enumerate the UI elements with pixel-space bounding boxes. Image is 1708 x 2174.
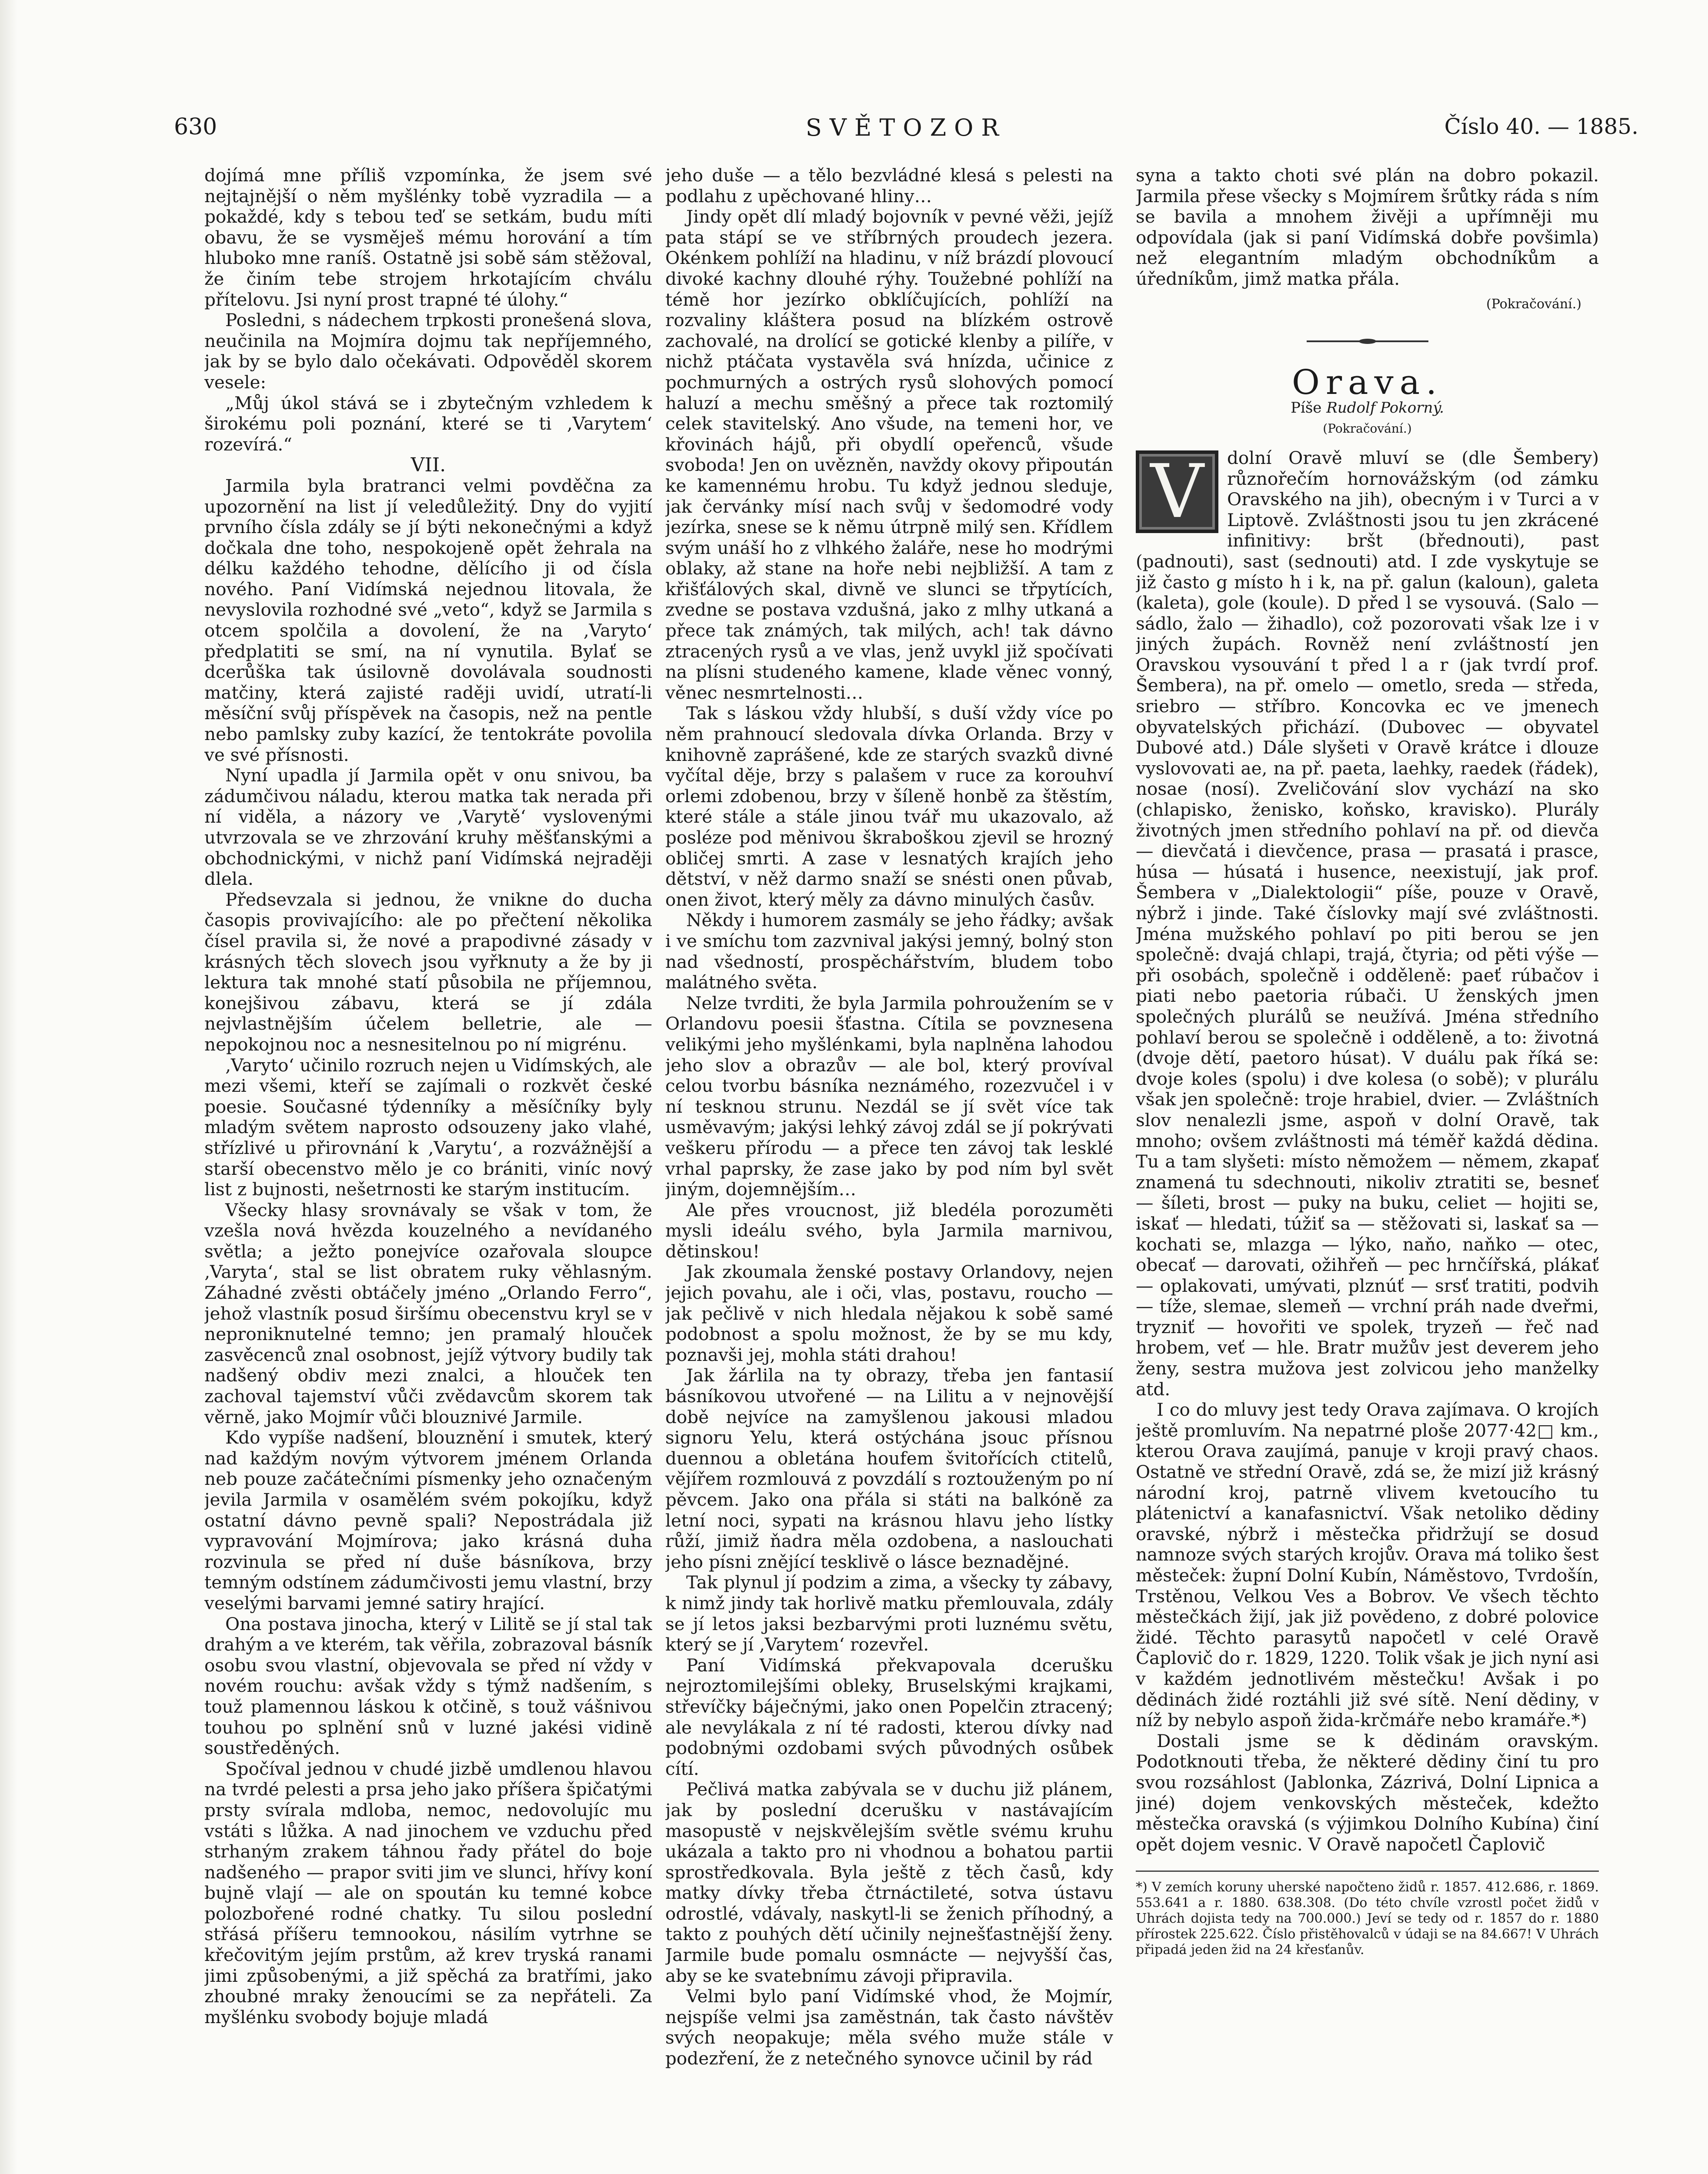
article-title: Orava. (1291, 363, 1443, 403)
paragraph: Velmi bylo paní Vidímské vhod, že Mojmír, nejspíše velmi jsa zaměstnán, tak často návštěv svých neopakuje; měla svého muže stále v podezření, že z netečného synovce učinil by rád (665, 1986, 1113, 2069)
paragraph: Jak žárlila na ty obrazy, třeba jen fantasií básníkovou utvořené — na Lilitu a v nejnovější době nejvíce na zamyšlenou jakousi mladou signoru Yelu, která ostýchána jsouc přísnou duennou a obletána houfem švitořících ctitelů, vějířem rozmlouvá z povzdálí s roztouženým po ní pěvcem. Jako ona přála si státi na balkóně za letní noci, sypati na krásnou hlavu jeho lístky růží, jimiž ňadra měla ozdobena, a naslouchati jeho písni znějící tesklivě o lásce beznadějné. (665, 1365, 1113, 1572)
footnote-text: *) V zemích koruny uherské napočteno židů r. 1857. 412.686, r. 1869. 553.641 a r. 1880. 638.308. (Do této chvíle vzrostl počet židů v Uhrách dojista tedy na 700.000.) Jeví se tedy od r. 1857 do r. 1880 přírostek 225.622. Číslo přistěhovalců v údaji se na 84.667! V Uhrách připadá jeden žid na 24 křesťanův. (1136, 1880, 1599, 1958)
byline-author: Rudolf Pokorný. (1326, 399, 1444, 417)
footnote (1136, 1871, 1599, 1958)
paragraph: Dostali jsme se k dědinám oravským. Podotknouti třeba, že některé dědiny činí tu pro svou rozsáhlost (Jablonka, Zázrivá, Dolní Lipnica a jiné) dojem venkovských městeček, kdežto městečka oravská (s výjimkou Dolního Kubína) činí opět dojem vesnic. V Oravě napočetl Čaplovič (1136, 1730, 1599, 1855)
paragraph: Paní Vidímská překvapovala dcerušku nejroztomilejšími obleky, Bruselskými krajkami, střevíčky báječnými, jako onen Popelčin ztracený; ale nevylákala z ní té radosti, kterou dívky nad podobnými ozdobami svých původných osůbek cítí. (665, 1654, 1113, 1779)
paragraph: Nelze tvrditi, že byla Jarmila pohroužením se v Orlandovu poesii šťastna. Cítila se povznesena velikými jeho myšlénkami, byla naplněna lahodou jeho slov a obrazův — ale bol, který províval celou tvorbu básníka neznámého, rozezvučel i v ní tesknou strunu. Nezdál se jí svět více tak usměvavým; jakýsi lehký závoj zdál se jí pokrývati veškeru přírodu — a přece ten závoj tak lesklé vrhal paprsky, že zase jako by pod ním byl svět jiným, dojemnějším… (665, 992, 1113, 1200)
paragraph: dolní Oravě mluví se (dle Šembery) různořečím hornovážským (od zámku Oravského na jih), obecným i v Turci a v Liptově. Zvláštnosti jsou tu jen zkrácené infinitivy: bršt (břednouti), past (padnouti), sast (sednouti) atd. I zde vyskytuje se již často g místo h i k, na př. galun (kaloun), galeta (kaleta), gole (koule). D před l se vysouvá. (Salo — sádlo, žalo — žihadlo), což pozorovati však lze i v jiných župách. Rovněž není zvláštností jen Oravskou vysouvání t před l a r (jak tvrdí prof. Šembera), na př. omelo — ometlo, sreda — středa, sriebro — stříbro. Koncovka ec ve jmenech obyvatelských přichází. (Dubovec — obyvatel Dubové atd.) Dále slyšeti v Oravě krátce i dlouze vyslovovati ae, na př. paeta, laehky, raedek (řádek), nosae (nosí). Zveličování slov vychází na sko (chlapisko, ženisko, koňsko, kravisko). Plurály životných jmen středního pohlaví na př. od dievča — dievčatá i dievčence, prasa — prasatá i prasce, húsa — húsatá i husence, neexistují, jak prof. Šembera v „Dialektologii“ píše, pouze v Oravě, nýbrž i jinde. Také číslovky mají své zvláštnosti. Jména mužského pohlaví po piti berou se jen společně: dvajá chlapi, trajá, čtyria; od pěti výše — při osobách, společně i odděleně: paeť rúbačov i piati nebo paetoria rúbači. U ženských jmen společných plurálů se neužívá. Jména středního pohlaví berou se společně i odděleně, a to: životná (dvoje dětí, paetoro húsat). V duálu pak říká se: dvoje koles (spolu) i dve kolesa (o sobě); v plurálu však jen společně: troje hrabiel, dvier. — Zvláštních slov nenalezli jsme, aspoň v dolní Oravě, tak mnoho; ovšem zvláštnosti má téměř každá dědina. Tu a tam slyšeti: místo němožem — němem, zkapať znamená tu sdechnouti, nikoliv ztratiti se, besneť — šíleti, brost — puky na buku, celiet — hojiti se, iskať — hledati, túžiť sa — stěžovati si, laskať sa — kochati se, mlazga — lýko, naňo, naňko — otec, obecať — darovati, ožihřeň — pec hrnčířská, plákať — oplakovati, umývati, plznúť — srsť tratiti, podvih — tíže, slemae, slemeň — vrchní práh nade dveřmi, tryzniť — hovořiti ve spolek, tryzeň — řeč nad hrobem, veť — hle. Bratr mužův jest deverem jeho ženy, sestra mužova jest zolvicou jeho manželky atd. (1136, 447, 1599, 1400)
column-2 (665, 165, 1113, 2174)
paragraph: syna a takto choti své plán na dobro pokazil. Jarmila přese všecky s Mojmírem šrůtky ráda s ním se bavila a mnohem živěji a upřímněji mu odpovídala (jak si paní Vidímská dobře povšimla) než elegantním mladým obchodníkům a úředníkům, jimž matka přála. (1136, 165, 1599, 289)
paragraph: Předsevzala si jednou, že vnikne do ducha časopis provivajícího: ale po přečtení několika čísel pravila si, že nové a prapodivné zásady v krásných těch slovech jsou vyřknuty a že by ji lektura tak mnohé statí působila ne příjemnou, konejšivou zábavu, která se jí zdála nejvlastnějším účelem belletrie, ale — nepokojnou noc a nesnesitelnou po ní migrénu. (204, 889, 652, 1055)
page-header (174, 114, 1638, 144)
paragraph: Pečlivá matka zabývala se v duchu již plánem, jak by poslední dcerušku v nastávajícím masopustě v nejskvělejším světle svému kruhu ukázala a takto pro ni vhodnou a bohatou partii sprostředkovala. Byla ještě z těch časů, kdy matky dívky třeba čtrnáctileté, sotva ústavu odrostlé, vdávaly, naskytl-li se ženich příhodný, a takto z pouhých dětí učinily nejnešťastnější ženy. Jarmile bude pomalu osmnácte — nejvyšší čas, aby se ke svatebnímu závoji připravila. (665, 1779, 1113, 1986)
paragraph: dojímá mne příliš vzpomínka, že jsem své nejtajnější o něm myšlénky tobě vyzradila — a pokaždé, kdy s tebou teď se setkám, budu míti obavu, že se vysměješ mému horování a tím hluboko mne raníš. Ostatně jsi sobě sám stěžoval, že činím tebe strojem hrkotajícím chválu přítelovu. Jsi nyní prost trapné té úlohy.“ (204, 165, 652, 310)
byline (1136, 398, 1599, 419)
paragraph: jeho duše — a tělo bezvládné klesá s pelesti na podlahu z upěchované hliny… (665, 165, 1113, 207)
paragraph: Jindy opět dlí mladý bojovník v pevné věži, jejíž pata stápí se ve stříbrných proudech jezera. Okénkem pohlíží na hladinu, v níž brázdí plovoucí divoké kachny dlouhé rýhy. Toužebné pohlíží na témě hor jezírko obklíčujících, pohlíží na rozvaliny kláštera posud na blízkém ostrově zachovalé, na drolící se gotické klenby a pilíře, v nichž ptáčata vystavěla svá hnízda, učinice z pochmurných a ostrých rysů slohových pomocí haluzí a mechu směšný a přece tak roztomilý celek stavitelský. Ano všude, na temeni hor, ve křovinách hájů, při obydlí opeřenců, všude svoboda! Jen on uvězněn, navždy okovy připoután ke kamennému hrobu. Tu když jednou sleduje, jak červánky mísí nach svůj v šedomodré vody jezírka, snese se k němu útrpně milý sen. Křídlem svým unáší ho z vlhkého žaláře, nese ho modrými oblaky, až stane na hoře nebi nejbližší. A tam z křišťálových skal, divně ve slunci se třpytících, zvedne se postava vzdušná, jako z mlhy utkaná a přece tak známých, tak milých, ach! tak dávno ztracených rysů a ve vlas, jenž uvykl již spočívati na plísni studeného kamene, klade věnec vonný, věnec nesmrtelnosti… (665, 206, 1113, 703)
paragraph: Ona postava jinocha, který v Lilitě se jí stal tak drahým a ve kterém, tak věřila, zobrazoval básník osobu svou vlastní, objevovala se před ní vždy v novém rouchu: avšak vždy s týmž nadšením, s touž plamennou láskou k otčině, s touž vášnivou touhou po splnění snů v luzné jakési vidině soustředěných. (204, 1613, 652, 1759)
paragraph: „Můj úkol stává se i zbytečným vzhledem k širokému poli poznání, které se ti ‚Varytem‘ rozevírá.“ (204, 392, 652, 455)
paragraph: Spočíval jednou v chudé jizbě umdlenou hlavou na tvrdé pelesti a prsa jeho jako příšera špičatými prsty svírala mdloba, nemoc, nedovolujíc mu vstáti s lůžka. A nad jinochem ve vzduchu před strhaným zrakem táhnou řady přátel do boje nadšeného — prapor sviti jim ve slunci, hřívy koní bujně vlají — ale on spoután ku temné kobce polozbořené rodné chatky. Tu silou poslední střásá příšeru temnookou, násilím vytrhne se křečovitým jejím prstům, až krev tryská ranami jimi způsobenými, a již spěchá za bratřími, jako zhoubné mraky ženoucími se za nepřáteli. Za myšlénku svobody bojuje mladá (204, 1758, 652, 2027)
section-divider (1307, 340, 1428, 342)
paragraph: Ale přes vroucnost, již bledéla porozuměti mysli ideálu svého, byla Jarmila marnivou, dětinskou! (665, 1199, 1113, 1262)
paragraph: Všecky hlasy srovnávaly se však v tom, že vzešla nová hvězda kouzelného a nevídaného světla; a ježto ponejvíce ozařovala sloupce ‚Varyta‘, stal se list obratem ruky věhlasným. Záhadné zvěsti obtáčely jméno „Orlando Ferro“, jehož vlastník posud širšímu obecenstvu kryl se v neproniknutelné temno; jen pramalý hlouček zasvěcenců znal osobnost, jejíž výtvory budily tak nadšený obdiv mezi znalci, a hlouček ten zachoval tajemství vůči zvědavcům skorem tak věrně, jako Mojmír vůči blouznivé Jarmile. (204, 1199, 652, 1427)
paragraph: Kdo vypíše nadšení, blouznění i smutek, který nad každým novým výtvorem jménem Orlanda neb pouze začátečními písmenky jeho označeným jevila Jarmila v osamělém svém pokojíku, když ostatní dávno pevně spali? Nepostrádala již vypravování Mojmírova; jako krásná duha rozvinula se před ní duše básníkova, brzy temným odstínem zádumčivosti jemu vlastní, brzy veselými barvami jemné satiry hrající. (204, 1427, 652, 1614)
page-number: 630 (174, 114, 217, 140)
continued-note-2: (Pokračování.) (1323, 421, 1412, 436)
paragraph: Nyní upadla jí Jarmila opět v onu snivou, ba zádumčivou náladu, kterou matka tak nerada při ní viděla, a názory ve ‚Varytě‘ vyslovenými utvrzovala se ve zhrzování kruhy měšťanskými a obchodnickými, v nichž paní Vidímská nejraději dlela. (204, 765, 652, 890)
paragraph: ‚Varyto‘ učinilo rozruch nejen u Vidímských, ale mezi všemi, kteří se zajímali o rozkvět české poesie. Současné týdenníky a měsíčníky byly mladým světem naprosto odsouzeny jako vlahé, střízlivé u přirovnání k ‚Varytu‘, a rozvážnější a starší obecenstvo mělo je co brániti, viníc nový list z bujnosti, nešetrnosti ke starým institucím. (204, 1054, 652, 1200)
paragraph: Tak plynul jí podzim a zima, a všecky ty zábavy, k nimž jindy tak horlivě matku přemlouvala, zdály se jí letos jaksi bezbarvými proti luznému světu, který se jí ‚Varytem‘ rozevřel. (665, 1572, 1113, 1655)
column-1 (204, 165, 652, 2174)
paragraph: Jarmila byla bratranci velmi povděčna za upozornění na list jí veledůležitý. Dny do vyjití prvního čísla zdály se jí býti nekonečnými a když dočkala dne toho, nespokojeně opět žehrala na délku každého tehodne, dělícího ji od čísla nového. Paní Vidímská nejednou litovala, že nevyslovila rozhodné své „veto“, když se Jarmila s otcem spolčila a dovolení, že na ‚Varyto‘ předplatiti se smí, na ní vynutila. Bylať se dcerůška tak úsilovně dovolávala soudnosti matčiny, která zajisté raději uvidí, utratí-li měsíční svůj příspěvek na časopis, než na pentle nebo pamlsky zuby kazící, že tentokráte povolila ve své přísnosti. (204, 475, 652, 765)
page-margin-shadow (0, 0, 17, 2174)
paragraph: Někdy i humorem zasmály se jeho řádky; avšak i ve smíchu tom zazvnival jakýsi jemný, bolný ston nad všedností, prospěchářstvím, bludem tobo malátného světa. (665, 910, 1113, 993)
drop-cap: V (1136, 450, 1218, 533)
section-heading: VII. (410, 454, 446, 477)
continued-note: (Pokračování.) (1486, 296, 1581, 312)
column-3 (1136, 165, 1599, 2174)
byline-prefix: Píše (1291, 399, 1322, 417)
issue-label: Číslo 40. — 1885. (1444, 114, 1638, 139)
paragraph: Jak zkoumala ženské postavy Orlandovy, nejen jejich povahu, ale i oči, vlas, postavu, roucho — jak pečlivě v nich hledala nějakou k sobě samé podobnost a spolu možnost, že by se mu kdy, poznavši jej, mohla státi drahou! (665, 1261, 1113, 1365)
paragraph: Tak s láskou vždy hlubší, s duší vždy více po něm prahnoucí sledovala dívka Orlanda. Brzy v knihovně zaprášené, kde ze starých svazků divné vyčítal děje, brzy s palašem v ruce za korouhví orlemi zdobenou, brzy v šíleně honbě za štěstím, které stále a stále jinou tvář mu ukazovalo, až posléze pod měnivou škraboškou zjevil se hrozný obličej smrti. A zase v lesnatých krajích jeho dětství, v něž darmo snaží se snésti onen půvab, onen život, který měly za dávno minulých časův. (665, 703, 1113, 910)
journal-title: SVĚTOZOR (805, 114, 1007, 141)
paragraph: I co do mluvy jest tedy Orava zajímava. O krojích ještě promluvím. Na nepatrné ploše 2077·42□ km., kterou Orava zaujímá, panuje v kroji pravý chaos. Ostatně ve střední Oravě, zdá se, že mizí již krásný národní kroj, patrně vlivem kvetoucího tu plátenictví a kanafasnictví. Však netoliko dědiny oravské, nýbrž i městečka přidržují se dosud namnoze svých starých krojův. Orava má toliko šest městeček: župní Dolní Kubín, Náměstovo, Tvrdošín, Trstěnou, Velkou Ves a Bobrov. Ve všech těchto městečkách žijí, jak již povědeno, z dobré polovice židé. Těchto parasytů napočetl v celé Oravě Čaplovič do r. 1829, 1220. Tolik však je jich nyní asi v každém jednotlivém městečku! Avšak i po dědinách židé roztáhli již své sítě. Není dědiny, v níž by nebylo aspoň žida-krčmáře nebo kramáře.*) (1136, 1399, 1599, 1731)
paragraph: Posledni, s nádechem trpkosti pronešená slova, neučinila na Mojmíra dojmu tak nepříjemného, jak by se bylo dalo očekávati. Odpověděl skorem vesele: (204, 310, 652, 393)
